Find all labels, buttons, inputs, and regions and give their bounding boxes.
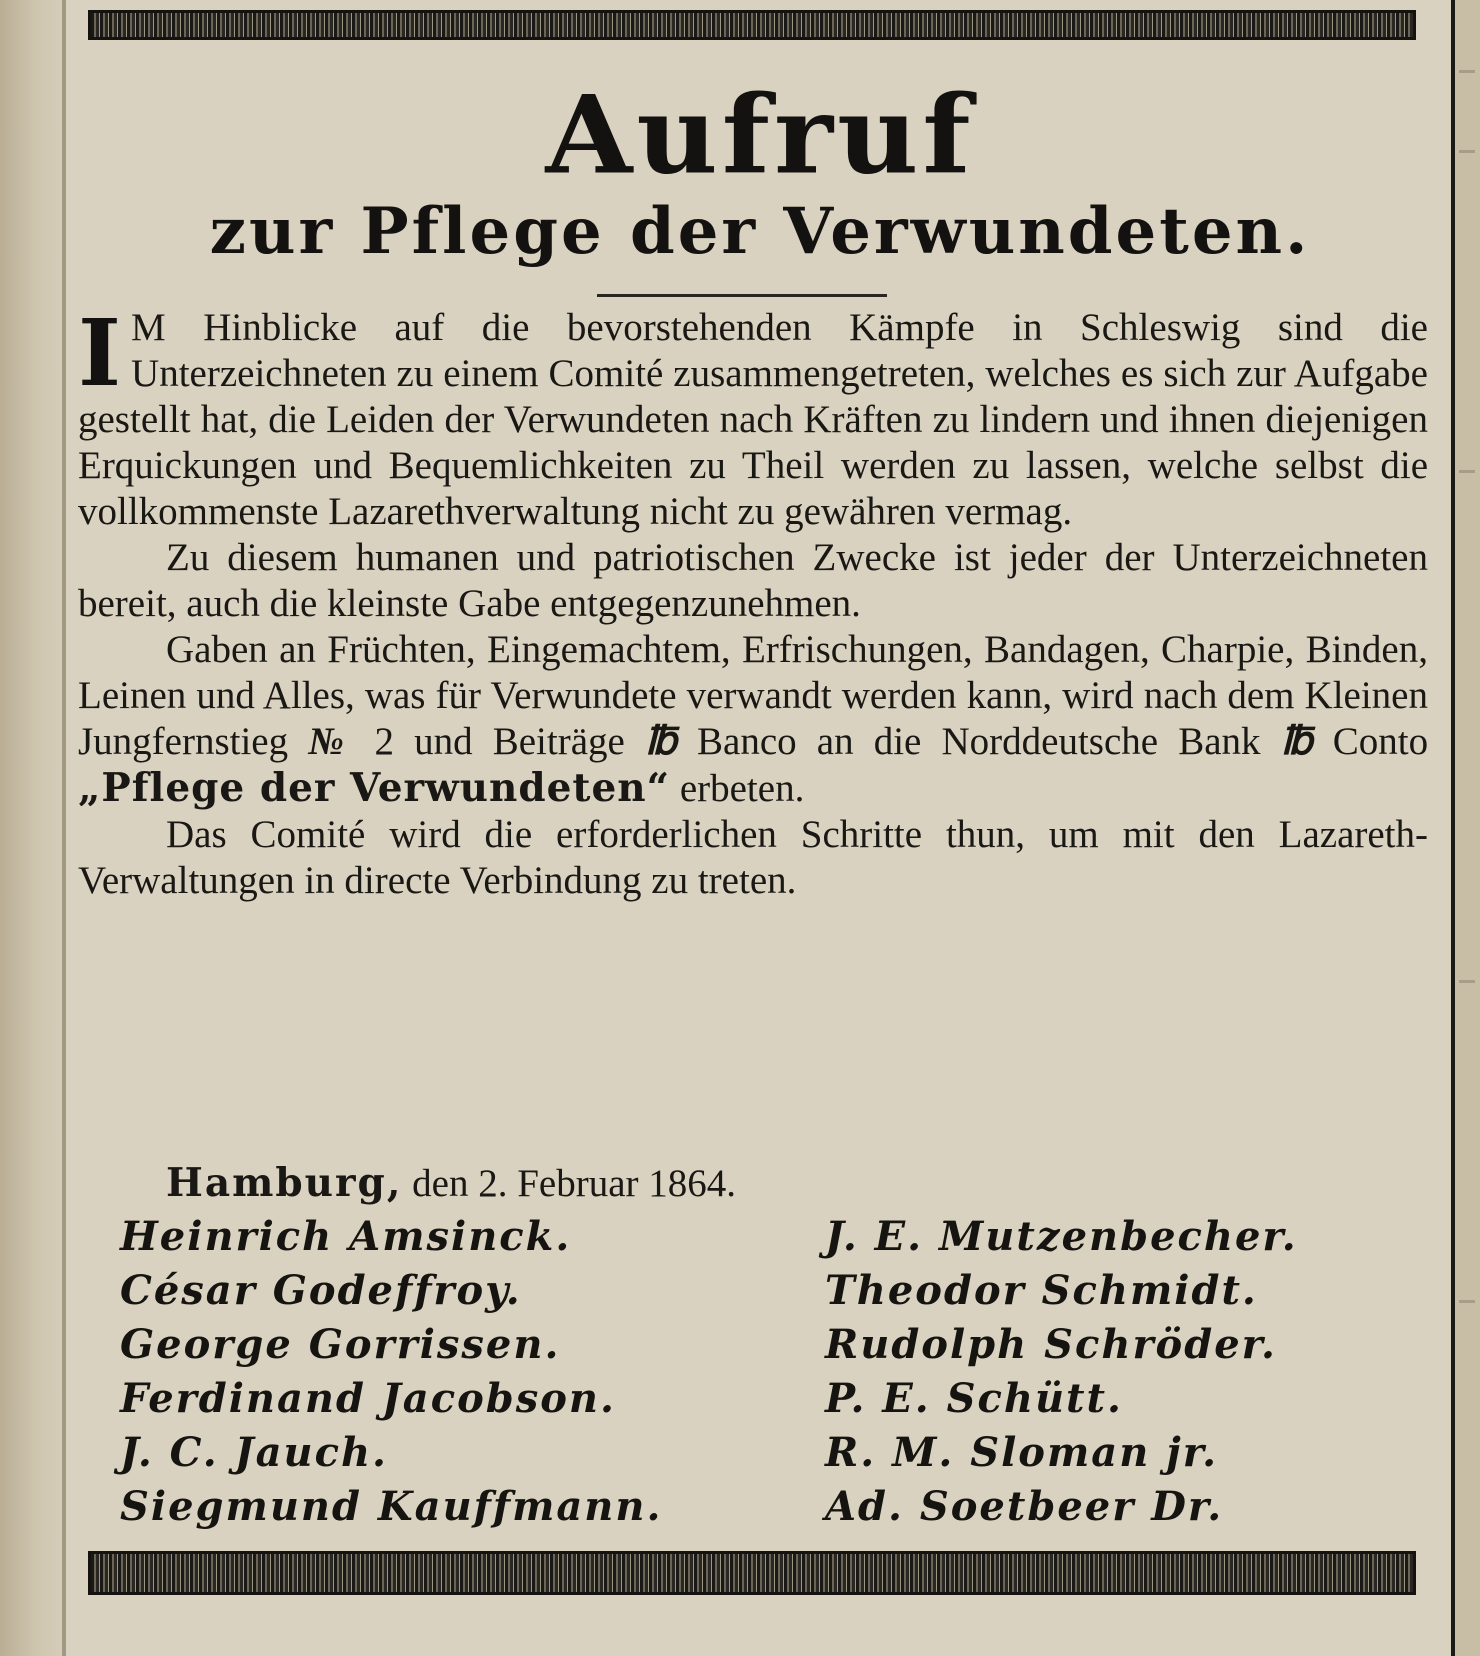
- numero-symbol: №: [308, 720, 355, 763]
- ornamental-border-bottom: [88, 1551, 1416, 1595]
- paragraph-3-text-b: 2 und Beiträge: [374, 720, 625, 763]
- signatory: J. E. Mutzenbecher.: [825, 1213, 1298, 1260]
- bleed-mark: [1459, 70, 1475, 73]
- signatory: Heinrich Amsinck.: [120, 1213, 572, 1260]
- per-symbol: ℔: [644, 720, 677, 763]
- signatories-right: [825, 1210, 1465, 1534]
- paragraph-3-text-c: Banco an die Norddeutsche Bank: [697, 720, 1261, 763]
- dateline: [166, 1160, 736, 1207]
- divider-rule: [597, 294, 887, 297]
- paragraph-1-text: M Hinblicke auf die bevorstehenden Kämpfe in Schleswig sind die Unterzeichneten zu einem Comité zusammengetreten, welches es sich zur Aufgabe gestellt hat, die Leiden der Verwundeten nach Kräften zu lindern und ihnen diejenigen Erquickungen und Bequemlichkeiten zu Theil werden zu lassen, welche selbst die vollkommenste Lazarethverwaltung nicht zu gewähren vermag.: [78, 306, 1428, 533]
- page-fold: [62, 0, 66, 1656]
- signatory: Rudolph Schröder.: [825, 1321, 1277, 1368]
- paragraph-3: [78, 627, 1428, 812]
- signatory: R. M. Sloman jr.: [825, 1429, 1219, 1476]
- dateline-date: den 2. Februar 1864.: [412, 1162, 737, 1205]
- paragraph-3-text-e: erbeten.: [679, 767, 805, 810]
- signatories-left: [120, 1210, 760, 1534]
- signatory: P. E. Schütt.: [825, 1375, 1123, 1422]
- ornamental-border-top: [88, 10, 1416, 40]
- signatory: George Gorrissen.: [120, 1321, 561, 1368]
- headline: Aufruf: [545, 72, 975, 199]
- paragraph-3-text-d: Conto: [1332, 720, 1429, 763]
- per-symbol: ℔: [1280, 720, 1313, 763]
- bleed-mark: [1459, 150, 1475, 153]
- paragraph-1: [78, 299, 1428, 535]
- signatory: Ferdinand Jacobson.: [120, 1375, 616, 1422]
- paragraph-3-text-a: Gaben an Früchten, Eingemachtem, Erfrischungen, Bandagen, Charpie, Binden, Leinen und Alles, was für Verwundete verwandt werden kann, wird nach dem Kleinen Jungfernstieg: [78, 628, 1428, 763]
- signatory: César Godeffroy.: [120, 1267, 522, 1314]
- signatory: Theodor Schmidt.: [825, 1267, 1258, 1314]
- notice-body: [78, 299, 1429, 904]
- bleed-mark: [1459, 470, 1475, 473]
- signatory: Siegmund Kauffmann.: [120, 1483, 663, 1530]
- page-margin: [0, 0, 62, 1656]
- paragraph-2: Zu diesem humanen und patriotischen Zwecke ist jeder der Unterzeichneten bereit, auch die kleinste Gabe entgegenzunehmen.: [78, 536, 1428, 625]
- account-name: „Pflege der Verwundeten“: [78, 765, 671, 811]
- paragraph-4: Das Comité wird die erforderlichen Schritte thun, um mit den Lazareth-Verwaltungen in directe Verbindung zu treten.: [78, 813, 1428, 902]
- subheadline: zur Pflege der Verwundeten.: [209, 194, 1311, 269]
- bleed-mark: [1459, 980, 1475, 983]
- signatory: J. C. Jauch.: [120, 1429, 388, 1476]
- dateline-city: Hamburg,: [166, 1160, 403, 1206]
- signatory: Ad. Soetbeer Dr.: [825, 1483, 1224, 1530]
- drop-cap: I: [78, 299, 122, 407]
